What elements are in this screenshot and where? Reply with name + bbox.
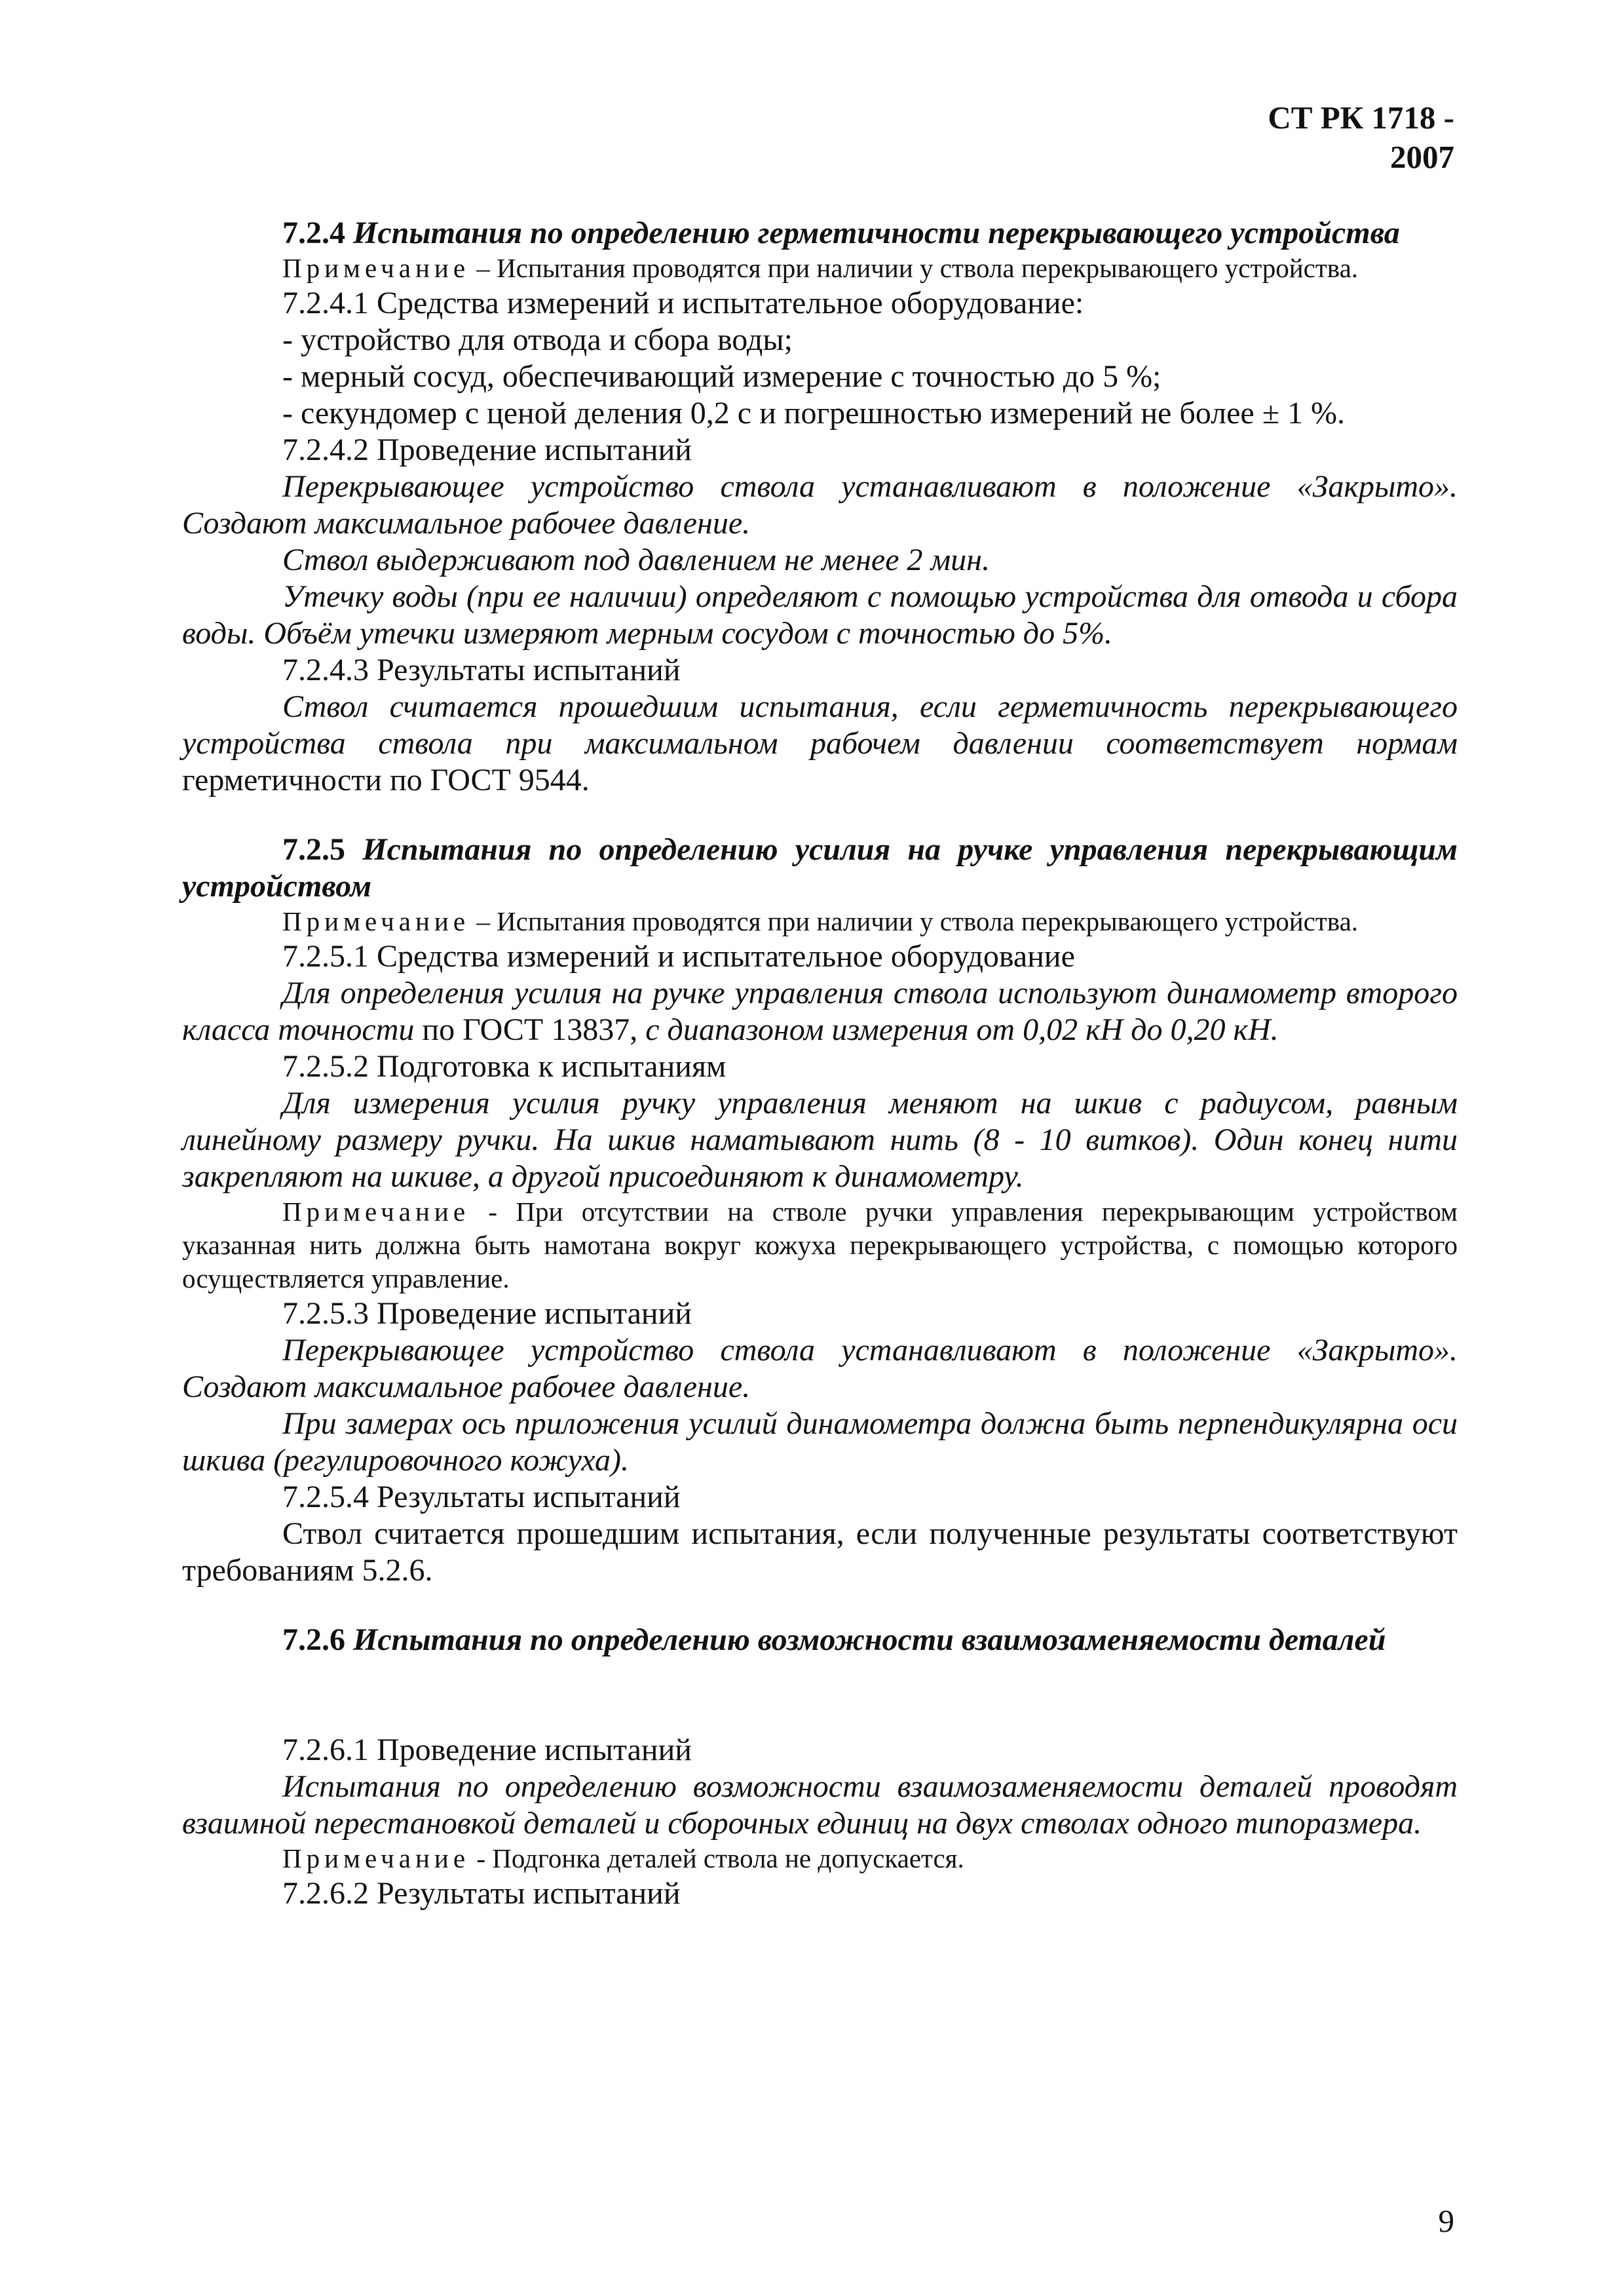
spacer	[182, 1589, 1458, 1622]
paragraph: Испытания по определению возможности взаимозаменяемости деталей проводят взаимной перестановкой деталей и сборочных единиц на двух стволах одного типоразмера.	[182, 1769, 1458, 1841]
paragraph: При замерах ось приложения усилий динамометра должна быть перпендикулярна оси шкива (регулировочного кожуха).	[182, 1406, 1458, 1478]
note-label: Примечание	[282, 1196, 470, 1227]
page-number: 9	[1438, 2203, 1454, 2239]
paragraph-7-2-4-3: 7.2.4.3 Результаты испытаний	[282, 653, 681, 687]
normal-text: по ГОСТ 13837,	[414, 1012, 646, 1047]
page-content	[182, 215, 1458, 1912]
section-title: Испытания по определению усилия на ручке управления перекрывающим устройством	[182, 832, 1458, 904]
note-text: - Подгонка деталей ствола не допускается.	[470, 1843, 964, 1873]
paragraph-7-2-4-2: 7.2.4.2 Проведение испытаний	[282, 432, 692, 467]
paragraph-7-2-6-2: 7.2.6.2 Результаты испытаний	[282, 1876, 681, 1911]
note-7-2-6	[182, 1842, 1458, 1875]
italic-text: Для определения усилия на ручке управления ствола используют динамометр второго класса точности	[182, 976, 1458, 1047]
paragraph: Ствол считается прошедшим испытания, если полученные результаты соответствуют требованиям 5.2.6.	[182, 1516, 1458, 1588]
list-item: - мерный сосуд, обеспечивающий измерение с точностью до 5 %;	[282, 359, 1161, 394]
note-7-2-5-2	[182, 1195, 1458, 1295]
section-title: Испытания по определению герметичности перекрывающего устройства	[345, 216, 1400, 250]
paragraph: Перекрывающее устройство ствола устанавливают в положение «Закрыто». Создают максимальное рабочее давление.	[182, 1333, 1458, 1404]
note-7-2-4	[182, 252, 1458, 285]
note-text: – Испытания проводятся при наличии у ствола перекрывающего устройства.	[470, 253, 1359, 283]
paragraph-7-2-5-4: 7.2.5.4 Результаты испытаний	[282, 1480, 681, 1514]
paragraph: Для измерения усилия ручку управления меняют на шкив с радиусом, равным линейному размеру ручки. На шкив наматывают нить (8 - 10 витков). Один конец нити закрепляют на шкиве, а другой присоединяют к динамометру.	[182, 1086, 1458, 1194]
italic-text: Ствол считается прошедшим испытания, если герметичность перекрывающего устройства ствола при максимальном рабочем давлении соответствует нормам	[182, 689, 1458, 761]
note-label: Примечание	[282, 1843, 470, 1873]
normal-text: герметичности по ГОСТ 9544.	[182, 763, 590, 797]
list-item: - секундомер с ценой деления 0,2 с и погрешностью измерений не более ± 1 %.	[282, 396, 1346, 430]
section-number: 7.2.6	[282, 1622, 345, 1657]
section-number: 7.2.4	[282, 216, 345, 250]
section-title: Испытания по определению возможности взаимозаменяемости деталей	[345, 1622, 1386, 1657]
paragraph	[182, 689, 1458, 799]
document-code-header: СТ РК 1718 - 2007	[1268, 100, 1454, 175]
section-number: 7.2.5	[282, 832, 345, 867]
note-label: Примечание	[282, 906, 470, 936]
note-7-2-5	[182, 905, 1458, 938]
paragraph-7-2-4-1: 7.2.4.1 Средства измерений и испытательное оборудование:	[282, 286, 1084, 320]
paragraph-7-2-5-3: 7.2.5.3 Проведение испытаний	[282, 1296, 692, 1331]
section-heading-7-2-4	[182, 215, 1458, 252]
note-text: - При отсутствии на стволе ручки управления перекрывающим устройством указанная нить должна быть намотана вокруг кожуха перекрывающего устройства, с помощью которого осуществляется управление.	[182, 1196, 1458, 1293]
section-heading-7-2-5	[182, 832, 1458, 905]
spacer	[182, 1658, 1458, 1732]
paragraph: Утечку воды (при ее наличии) определяют с помощью устройства для отвода и сбора воды. Объём утечки измеряют мерным сосудом с точностью до 5%.	[182, 579, 1458, 651]
italic-text: с диапазоном измерения от 0,02 кН до 0,20 кН.	[645, 1012, 1279, 1047]
note-text: – Испытания проводятся при наличии у ствола перекрывающего устройства.	[470, 906, 1359, 936]
paragraph-7-2-5-2: 7.2.5.2 Подготовка к испытаниям	[282, 1049, 727, 1084]
paragraph: Ствол выдерживают под давлением не менее 2 мин.	[282, 543, 990, 577]
spacer	[182, 799, 1458, 832]
note-label: Примечание	[282, 253, 470, 283]
paragraph	[182, 975, 1458, 1048]
section-heading-7-2-6	[182, 1622, 1458, 1658]
paragraph-7-2-6-1: 7.2.6.1 Проведение испытаний	[282, 1732, 692, 1767]
paragraph: Перекрывающее устройство ствола устанавливают в положение «Закрыто». Создают максимальное рабочее давление.	[182, 469, 1458, 541]
paragraph-7-2-5-1: 7.2.5.1 Средства измерений и испытательное оборудование	[282, 939, 1075, 974]
list-item: - устройство для отвода и сбора воды;	[282, 322, 793, 357]
